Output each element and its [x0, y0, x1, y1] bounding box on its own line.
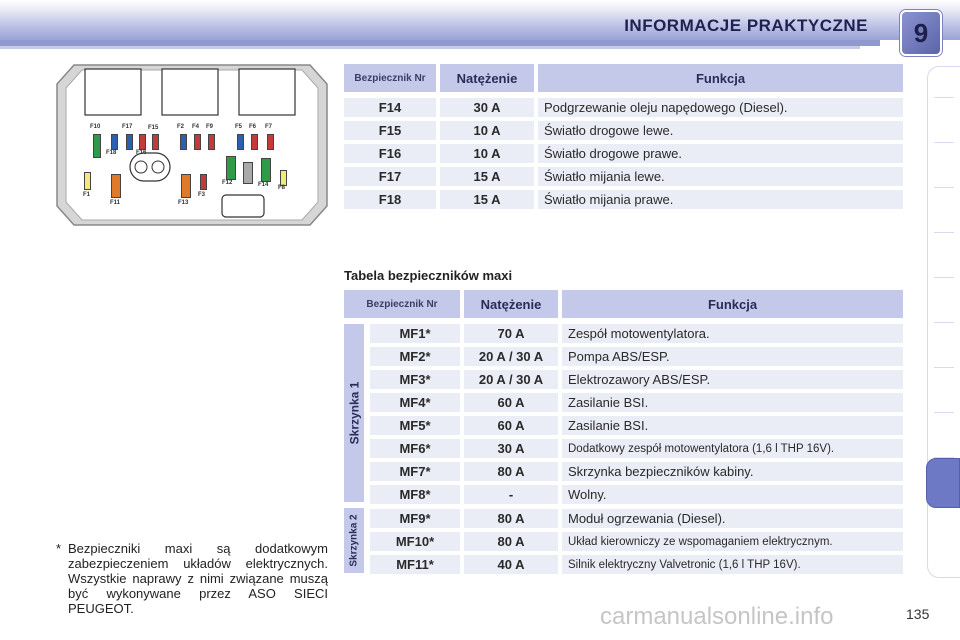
- header-fuse-number: Bezpiecznik Nr: [344, 290, 460, 318]
- function-cell: Wolny.: [562, 485, 903, 504]
- fuse-f14: [261, 158, 271, 182]
- table-row: [344, 324, 904, 343]
- fuse-label: F10: [90, 124, 101, 130]
- function-cell: Zasilanie BSI.: [562, 416, 903, 435]
- fuse-f8: [280, 170, 287, 186]
- fuse-label: F5: [235, 124, 243, 130]
- table-header: [344, 290, 904, 318]
- current-cell: 20 A / 30 A: [464, 370, 558, 389]
- chapter-number: 9: [900, 10, 942, 56]
- fuse-label: F17: [122, 124, 133, 130]
- current-cell: -: [464, 485, 558, 504]
- tab-divider: [934, 97, 954, 98]
- fuse-f2: [180, 134, 187, 150]
- current-cell: 30 A: [464, 439, 558, 458]
- function-cell: Podgrzewanie oleju napędowego (Diesel).: [538, 98, 903, 117]
- fuse-number-cell: MF6*: [370, 439, 460, 458]
- fuse-number-cell: MF10*: [370, 532, 460, 551]
- fuse-f5: [237, 134, 244, 150]
- group-label-text: Skrzynka 2: [348, 514, 360, 567]
- fuse-number-cell: MF11*: [370, 555, 460, 574]
- header-fuse-number: Bezpiecznik Nr: [344, 64, 436, 92]
- function-cell: Pompa ABS/ESP.: [562, 347, 903, 366]
- table-row: [344, 555, 904, 574]
- fuse-f18: [111, 134, 118, 150]
- group-label-text: Skrzynka 1: [347, 381, 361, 445]
- fuse-number-cell: F15: [344, 121, 436, 140]
- table-row: [344, 121, 904, 140]
- fuse-f4: [194, 134, 201, 150]
- table-row: [344, 393, 904, 412]
- table-row: [344, 462, 904, 481]
- fuse-number-cell: F16: [344, 144, 436, 163]
- fuse-label: F8: [278, 185, 286, 191]
- current-cell: 10 A: [440, 121, 534, 140]
- fuse-label: F4: [192, 124, 200, 130]
- header-function: Funkcja: [538, 64, 903, 92]
- fuse-number-cell: MF1*: [370, 324, 460, 343]
- tab-divider: [934, 367, 954, 368]
- page-header: [0, 0, 960, 52]
- table-row: [344, 347, 904, 366]
- tab-divider: [934, 142, 954, 143]
- tab-divider: [934, 187, 954, 188]
- fuse-label: F14: [258, 182, 269, 188]
- active-chapter-tab[interactable]: [926, 458, 960, 508]
- current-cell: 70 A: [464, 324, 558, 343]
- fuse-f15: [152, 134, 159, 150]
- table-row: [344, 370, 904, 389]
- table-row: [344, 416, 904, 435]
- current-cell: 15 A: [440, 190, 534, 209]
- fuse-f12: [226, 156, 236, 180]
- table-header: [344, 64, 904, 92]
- fuse-number-cell: F14: [344, 98, 436, 117]
- function-cell: Światło mijania prawe.: [538, 190, 903, 209]
- function-cell: Układ kierowniczy ze wspomaganiem elektrycznym.: [562, 532, 903, 551]
- function-cell: Skrzynka bezpieczników kabiny.: [562, 462, 903, 481]
- current-cell: 10 A: [440, 144, 534, 163]
- table-row: [344, 485, 904, 504]
- tab-divider: [934, 412, 954, 413]
- fuse-number-cell: MF9*: [370, 509, 460, 528]
- fuse-number-cell: MF2*: [370, 347, 460, 366]
- fuse-number-cell: MF5*: [370, 416, 460, 435]
- fuse-number-cell: MF8*: [370, 485, 460, 504]
- fuse-label: F13: [178, 200, 189, 206]
- current-cell: 30 A: [440, 98, 534, 117]
- fuse-f1: [84, 172, 91, 190]
- fuse-label: F16: [136, 150, 147, 156]
- fuse-number-cell: MF7*: [370, 462, 460, 481]
- fuse-label: F18: [106, 150, 117, 156]
- fuse-label: F12: [222, 180, 233, 186]
- fuse-number-cell: F17: [344, 167, 436, 186]
- fuse-label: F2: [177, 124, 185, 130]
- fuse-f10: [93, 134, 101, 158]
- current-cell: 20 A / 30 A: [464, 347, 558, 366]
- page-number: 135: [906, 606, 930, 622]
- fuse-spare: [243, 162, 253, 184]
- fuse-number-cell: F18: [344, 190, 436, 209]
- function-cell: Silnik elektryczny Valvetronic (1,6 l THP 16V).: [562, 555, 903, 574]
- footnote-text: Bezpieczniki maxi są dodatkowym zabezpieczeniem układów elektrycznych. Wszystkie naprawy z nimi związane muszą być wykonywane przez ASO SIECI PEUGEOT.: [68, 541, 328, 616]
- table-row: [344, 144, 904, 163]
- fuse-number-cell: MF3*: [370, 370, 460, 389]
- fuse-label: F9: [206, 124, 214, 130]
- fuse-label: F7: [265, 124, 273, 130]
- fuse-box-diagram: [56, 64, 328, 226]
- fuse-number-cell: MF4*: [370, 393, 460, 412]
- tab-divider: [934, 232, 954, 233]
- current-cell: 40 A: [464, 555, 558, 574]
- fuse-f16: [139, 134, 146, 150]
- header-current: Natężenie: [464, 290, 558, 318]
- function-cell: Elektrozawory ABS/ESP.: [562, 370, 903, 389]
- fuse-f11: [111, 174, 121, 198]
- function-cell: Światło mijania lewe.: [538, 167, 903, 186]
- table-row: [344, 439, 904, 458]
- fuse-f7: [267, 134, 274, 150]
- current-cell: 80 A: [464, 532, 558, 551]
- fuse-label: F15: [148, 125, 159, 131]
- tab-divider: [934, 277, 954, 278]
- current-cell: 60 A: [464, 416, 558, 435]
- current-cell: 15 A: [440, 167, 534, 186]
- fuse-label: F1: [83, 192, 91, 198]
- current-cell: 80 A: [464, 509, 558, 528]
- fuse-f17: [126, 134, 133, 150]
- footnote-marker: *: [56, 541, 62, 556]
- tab-divider: [934, 322, 954, 323]
- header-current: Natężenie: [440, 64, 534, 92]
- function-cell: Moduł ogrzewania (Diesel).: [562, 509, 903, 528]
- function-cell: Zasilanie BSI.: [562, 393, 903, 412]
- section-title: INFORMACJE PRAKTYCZNE: [624, 16, 868, 35]
- fuse-label: F6: [249, 124, 257, 130]
- header-stripe-light: [0, 46, 860, 49]
- table-row: [344, 190, 904, 209]
- table-row: [344, 167, 904, 186]
- fuse-f6: [251, 134, 258, 150]
- footnote: [56, 541, 328, 616]
- fuse-f9: [208, 134, 215, 150]
- fuse-label: F3: [198, 192, 206, 198]
- fuse-f3: [200, 174, 207, 190]
- function-cell: Dodatkowy zespół motowentylatora (1,6 l THP 16V).: [562, 439, 903, 458]
- watermark: carmanualsonline.info: [600, 603, 834, 630]
- fuse-label: F11: [110, 200, 121, 206]
- table-row: [344, 509, 904, 528]
- current-cell: 60 A: [464, 393, 558, 412]
- function-cell: Światło drogowe prawe.: [538, 144, 903, 163]
- fuse-f13: [181, 174, 191, 198]
- function-cell: Światło drogowe lewe.: [538, 121, 903, 140]
- maxi-fuse-table-title: Tabela bezpieczników maxi: [344, 268, 513, 283]
- header-function: Funkcja: [562, 290, 903, 318]
- function-cell: Zespół motowentylatora.: [562, 324, 903, 343]
- table-row: [344, 532, 904, 551]
- table-row: [344, 98, 904, 117]
- current-cell: 80 A: [464, 462, 558, 481]
